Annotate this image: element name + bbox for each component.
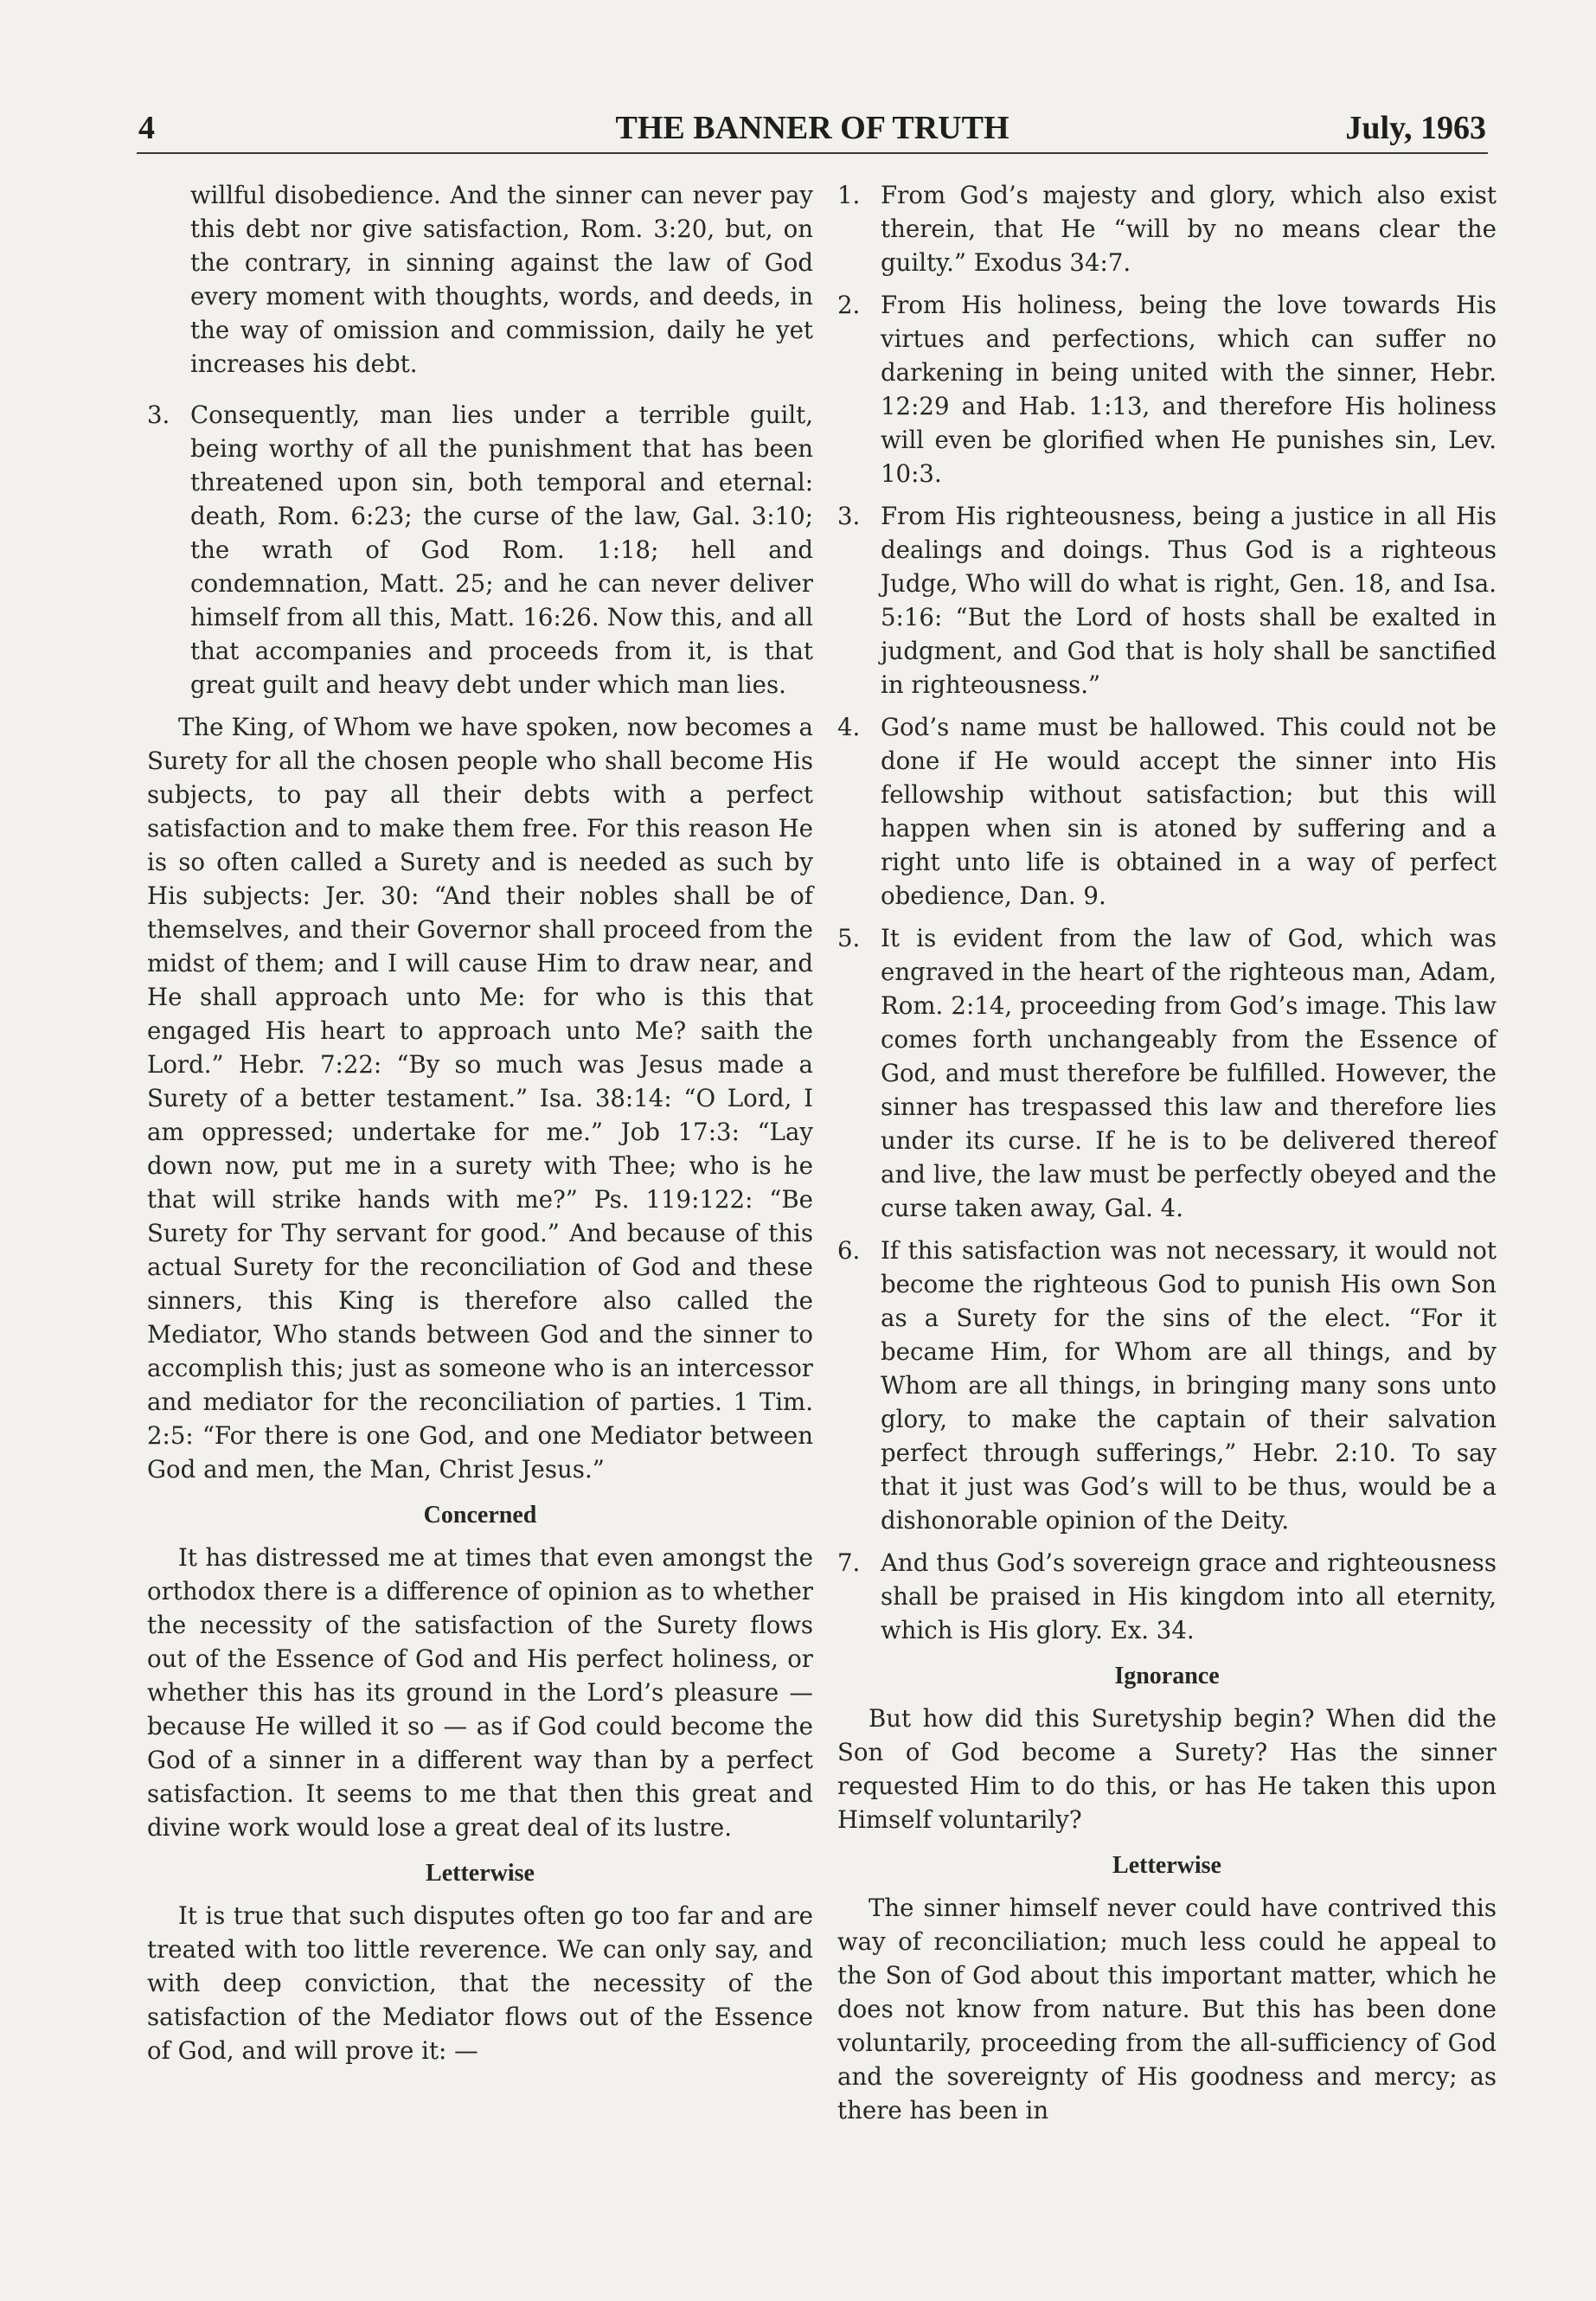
- item-number: 3.: [147, 401, 170, 429]
- list-item-continuation: [147, 178, 813, 381]
- list-item: [837, 710, 1497, 913]
- item-number: 4.: [837, 713, 861, 741]
- list-item-3: [147, 398, 813, 702]
- paragraph-surety: The King, of Whom we have spoken, now becomes a Surety for all the chosen people who shall become His subjects, to pay all their debts with a perfect satisfaction and to make them free. For this reason He is so often called a Surety and is needed as such by His subjects: Jer. 30: “And their nobles shall be of themselves, and their Governor shall proceed from the midst of them; and I will cause Him to draw near, and He shall approach unto Me: for who is this that engaged His heart to approach unto Me? saith the Lord.” Hebr. 7:22: “By so much was Jesus made a Surety of a better testament.” Isa. 38:14: “O Lord, I am oppressed; undertake for me.” Job 17:3: “Lay down now, put me in a surety with Thee; who is he that will strike hands with me?” Ps. 119:122: “Be Surety for Thy servant for good.” And because of this actual Surety for the reconciliation of God and these sinners, this King is therefore also called the Mediator, Who stands between God and the sinner to accomplish this; just as someone who is an intercessor and mediator for the reconciliation of parties. 1 Tim. 2:5: “For there is one God, and one Mediator between God and men, the Man, Christ Jesus.”: [147, 713, 813, 1484]
- item-text: Consequently, man lies under a terrible guilt, being worthy of all the punishment that has been threatened upon sin, both temporal and eternal: death, Rom. 6:23; the curse of the law, Gal. 3:10; the wrath of God Rom. 1:18; hell and condemnation, Matt. 25; and he can never deliver himself from all this, Matt. 16:26. Now this, and all that accompanies and proceeds from it, is that great guilt and heavy debt under which man lies.: [190, 401, 813, 699]
- left-column: [147, 178, 813, 2076]
- item-number: 2.: [837, 291, 861, 319]
- paragraph-distressed: It has distressed me at times that even amongst the orthodox there is a difference of opinion as to whether the necessity of the satisfaction of the Surety flows out of the Essence of God and His perfect holiness, or whether this has its ground in the Lord’s pleasure — because He willed it so — as if God could become the God of a sinner in a different way than by a perfect satisfaction. It seems to me that then this great and divine work would lose a great deal of its lustre.: [147, 1543, 813, 1842]
- page-header: [137, 106, 1488, 154]
- item-number: 3.: [837, 502, 861, 530]
- section-heading-letterwise: Letterwise: [1112, 1852, 1221, 1879]
- item-number: 6.: [837, 1236, 861, 1265]
- list-item: [837, 1546, 1497, 1647]
- item-text: From God’s majesty and glory, which also exist therein, that He “will by no means clear the guilty.” Exodus 34:7.: [881, 181, 1497, 277]
- item-text: God’s name must be hallowed. This could not be done if He would accept the sinner into His fellowship without satisfaction; but this will happen when sin is atoned by suffering and a right unto life is obtained in a way of perfect obedience, Dan. 9.: [881, 713, 1497, 910]
- list-item: [837, 178, 1497, 279]
- paragraph-disputes: It is true that such disputes often go too far and are treated with too little reverence. We can only say, and with deep conviction, that the necessity of the satisfaction of the Mediator flows out of the Essence of God, and will prove it: —: [147, 1901, 813, 2065]
- list-item: [837, 1234, 1497, 1537]
- item-text: If this satisfaction was not necessary, it would not become the righteous God to punish His own Son as a Surety for the sins of the elect. “For it became Him, for Whom are all things, and by Whom are all things, in bringing many sons unto glory, to make the captain of their salvation perfect through sufferings,” Hebr. 2:10. To say that it just was God’s will to be thus, would be a dishonorable opinion of the Deity.: [881, 1236, 1497, 1535]
- publication-title: THE BANNER OF TRUTH: [615, 110, 1010, 146]
- list-item: [837, 921, 1497, 1225]
- page-number: 4: [138, 110, 155, 146]
- paragraph-reconciliation: The sinner himself never could have contrived this way of reconciliation; much less could he appeal to the Son of God about this important matter, which he does not know from nature. But this has been done voluntarily, proceeding from the all-sufficiency of God and the sovereignty of His goodness and mercy; as there has been in: [837, 1894, 1497, 2125]
- issue-date: July, 1963: [1345, 110, 1486, 146]
- item-number: 5.: [837, 924, 861, 952]
- item-number: 1.: [837, 181, 861, 209]
- item-text: It is evident from the law of God, which was engraved in the heart of the righteous man, Adam, Rom. 2:14, proceeding from God’s image. This law comes forth unchangeably from the Essence of God, and must therefore be fulfilled. However, the sinner has trespassed this law and therefore lies under its curse. If he is to be delivered thereof and live, the law must be perfectly obeyed and the curse taken away, Gal. 4.: [881, 924, 1497, 1222]
- item-text: willful disobedience. And the sinner can never pay this debt nor give satisfaction, Rom. 3:20, but, on the contrary, in sinning against the law of God every moment with thoughts, words, and deeds, in the way of omission and commission, daily he yet increases his debt.: [190, 181, 813, 378]
- section-heading-letterwise: Letterwise: [426, 1860, 535, 1887]
- list-item: [837, 288, 1497, 490]
- item-number: 7.: [837, 1548, 861, 1577]
- section-heading-concerned: Concerned: [423, 1502, 537, 1529]
- paragraph-suretyship: But how did this Suretyship begin? When did the Son of God become a Surety? Has the sinner requested Him to do this, or has He taken this upon Himself voluntarily?: [837, 1704, 1497, 1834]
- section-heading-ignorance: Ignorance: [1114, 1663, 1220, 1689]
- right-column: [837, 178, 1497, 2136]
- item-text: And thus God’s sovereign grace and righteousness shall be praised in His kingdom into all eternity, which is His glory. Ex. 34.: [881, 1548, 1497, 1644]
- item-text: From His holiness, being the love towards His virtues and perfections, which can suffer no darkening in being united with the sinner, Hebr. 12:29 and Hab. 1:13, and therefore His holiness will even be glorified when He punishes sin, Lev. 10:3.: [881, 291, 1497, 488]
- item-text: From His righteousness, being a justice in all His dealings and doings. Thus God is a righteous Judge, Who will do what is right, Gen. 18, and Isa. 5:16: “But the Lord of hosts shall be exalted in judgment, and God that is holy shall be sanctified in righteousness.”: [881, 502, 1497, 699]
- list-item: [837, 499, 1497, 702]
